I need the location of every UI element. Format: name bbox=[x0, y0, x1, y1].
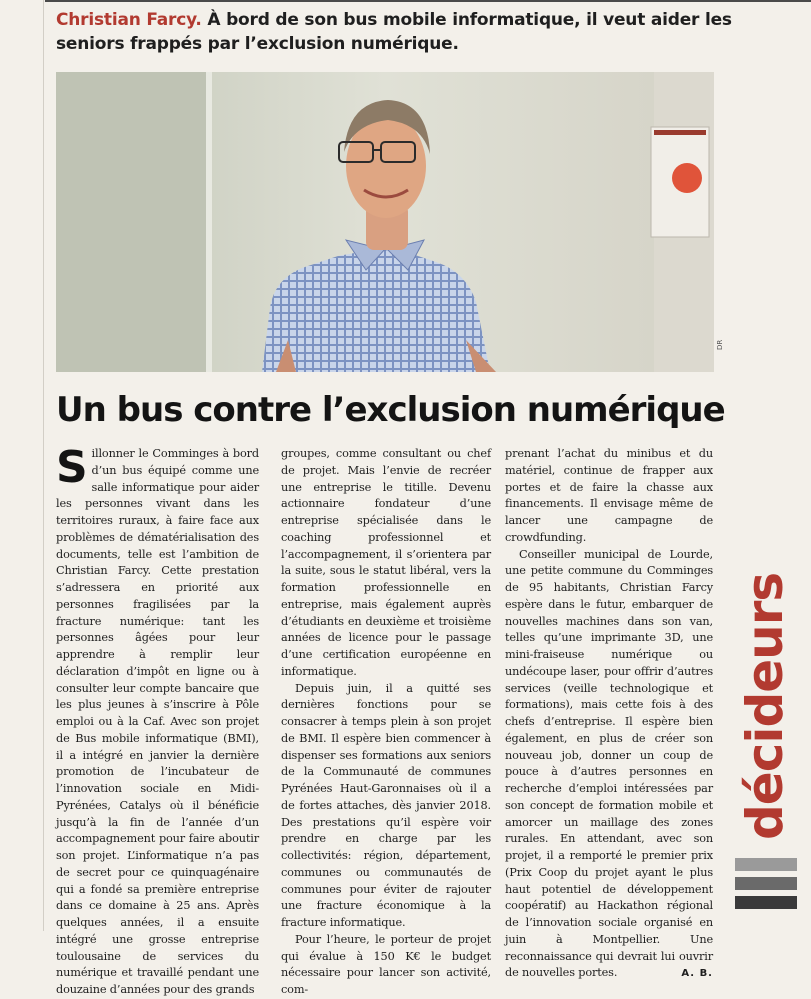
paragraph: illonner le Comminges à bord d’un bus équipé comme une salle informatique pour aider les personnes vivant dans les territoires ruraux, à faire face aux problèmes de dématérialisation des documents, telle est l’ambition de Christian Farcy. Cette prestation s’adressera en priorité aux personnes fragilisées par la fracture numérique: tant les personnes âgées pour leur apprendre à remplir leur déclaration d’impôt en ligne ou à consulter leur compte bancaire que les plus jeunes à s’inscrire à Pôle emploi ou à la Caf. Avec son projet de Bus mobile informatique (BMI), il a intégré en janvier la dernière promotion de l’incubateur de l’innovation sociale en Midi-Pyrénées, Catalys où il bénéficie jusqu’à la fin de l’année d’un accompagnement pour faire aboutir son projet. L’informatique n’a pas de secret pour ce quinquagénaire qui a fondé sa première entreprise dans ce domaine à 25 ans. Après quelques années, il a ensuite intégré une grosse entreprise toulousaine de services du numérique et travaillé pendant une douzaine d’années pour des grands bbox=[56, 447, 259, 996]
paragraph: prenant l’achat du minibus et du matériel, continue de frapper aux portes et de faire la chasse aux financements. Il envisage même de lancer une campagne de crowdfunding. bbox=[505, 447, 713, 544]
paragraph: Pour l’heure, le porteur de projet qui évalue à 150 K€ le budget nécessaire pour lancer son activité, com- bbox=[281, 932, 491, 996]
section-bar bbox=[735, 858, 797, 871]
article-kicker bbox=[56, 8, 736, 56]
body-column-3 bbox=[505, 446, 713, 983]
body-column-1 bbox=[56, 442, 259, 999]
author-signature: A. B. bbox=[681, 968, 713, 979]
section-bars bbox=[735, 858, 797, 915]
kicker-subtitle: À bord de son bus mobile informatique, il veut aider les seniors frappés par l’exclusion numérique. bbox=[56, 10, 732, 54]
article-body bbox=[56, 442, 714, 996]
paragraph: Conseiller municipal de Lourde, une petite commune du Comminges de 95 habitants, Christian Farcy espère dans le futur, embarquer de nouvelles machines dans son van, telles qu’une imprimante 3D, une mini-fraiseuse numérique ou undécoupe laser, pour offrir d’autres services (veille technologique et formations), mais cette fois à des chefs d’entreprise. Il espère bien également, en plus de créer son nouveau job, donner un coup de pouce à d’autres personnes en recherche d’emploi intéressées par son concept de formation mobile et amorcer un maillage des zones rurales. En attendant, avec son projet, il a remporté le premier prix (Prix Coop du projet ayant le plus haut potentiel de développement coopératif) au Hackathon régional de l’innovation sociale organisé en juin à Montpellier. Une reconnaissance qui devrait lui ouvrir de nouvelles portes. bbox=[505, 547, 713, 980]
drop-cap: S bbox=[56, 442, 88, 493]
section-label bbox=[735, 572, 801, 850]
portrait-photo bbox=[56, 72, 714, 372]
photo-credit: DR bbox=[716, 339, 724, 350]
section-bar bbox=[735, 877, 797, 890]
body-column-2 bbox=[281, 446, 491, 999]
article-headline: Un bus contre l’exclusion numérique bbox=[56, 390, 725, 430]
paragraph: groupes, comme consultant ou chef de projet. Mais l’envie de recréer une entreprise le titille. Devenu actionnaire fondateur d’une entreprise spécialisée dans le coaching professionnel et l’accompagnement, il s’orientera par la suite, sous le statut libéral, vers la formation professionnelle en entreprise, mais également auprès d’étudiants en deuxième et troisième années de licence pour le passage d’une certification européenne en informatique. bbox=[281, 447, 491, 678]
section-bar bbox=[735, 896, 797, 909]
column-rule bbox=[43, 0, 44, 931]
section-label-text: décideurs bbox=[736, 572, 794, 840]
kicker-name: Christian Farcy. bbox=[56, 10, 202, 30]
top-rule bbox=[45, 0, 811, 2]
paragraph: Depuis juin, il a quitté ses dernières fonctions pour se consacrer à temps plein à son projet de BMI. Il espère bien commencer à dispenser ses formations aux seniors de la Communauté de communes Pyrénées Haut-Garonnaises où il a de fortes attaches, dès janvier 2018. Des prestations qu’il espère voir prendre en charge par les collectivités: région, département, communes ou communautés de communes pour éviter de rajouter une fracture économique à la fracture informatique. bbox=[281, 681, 491, 929]
